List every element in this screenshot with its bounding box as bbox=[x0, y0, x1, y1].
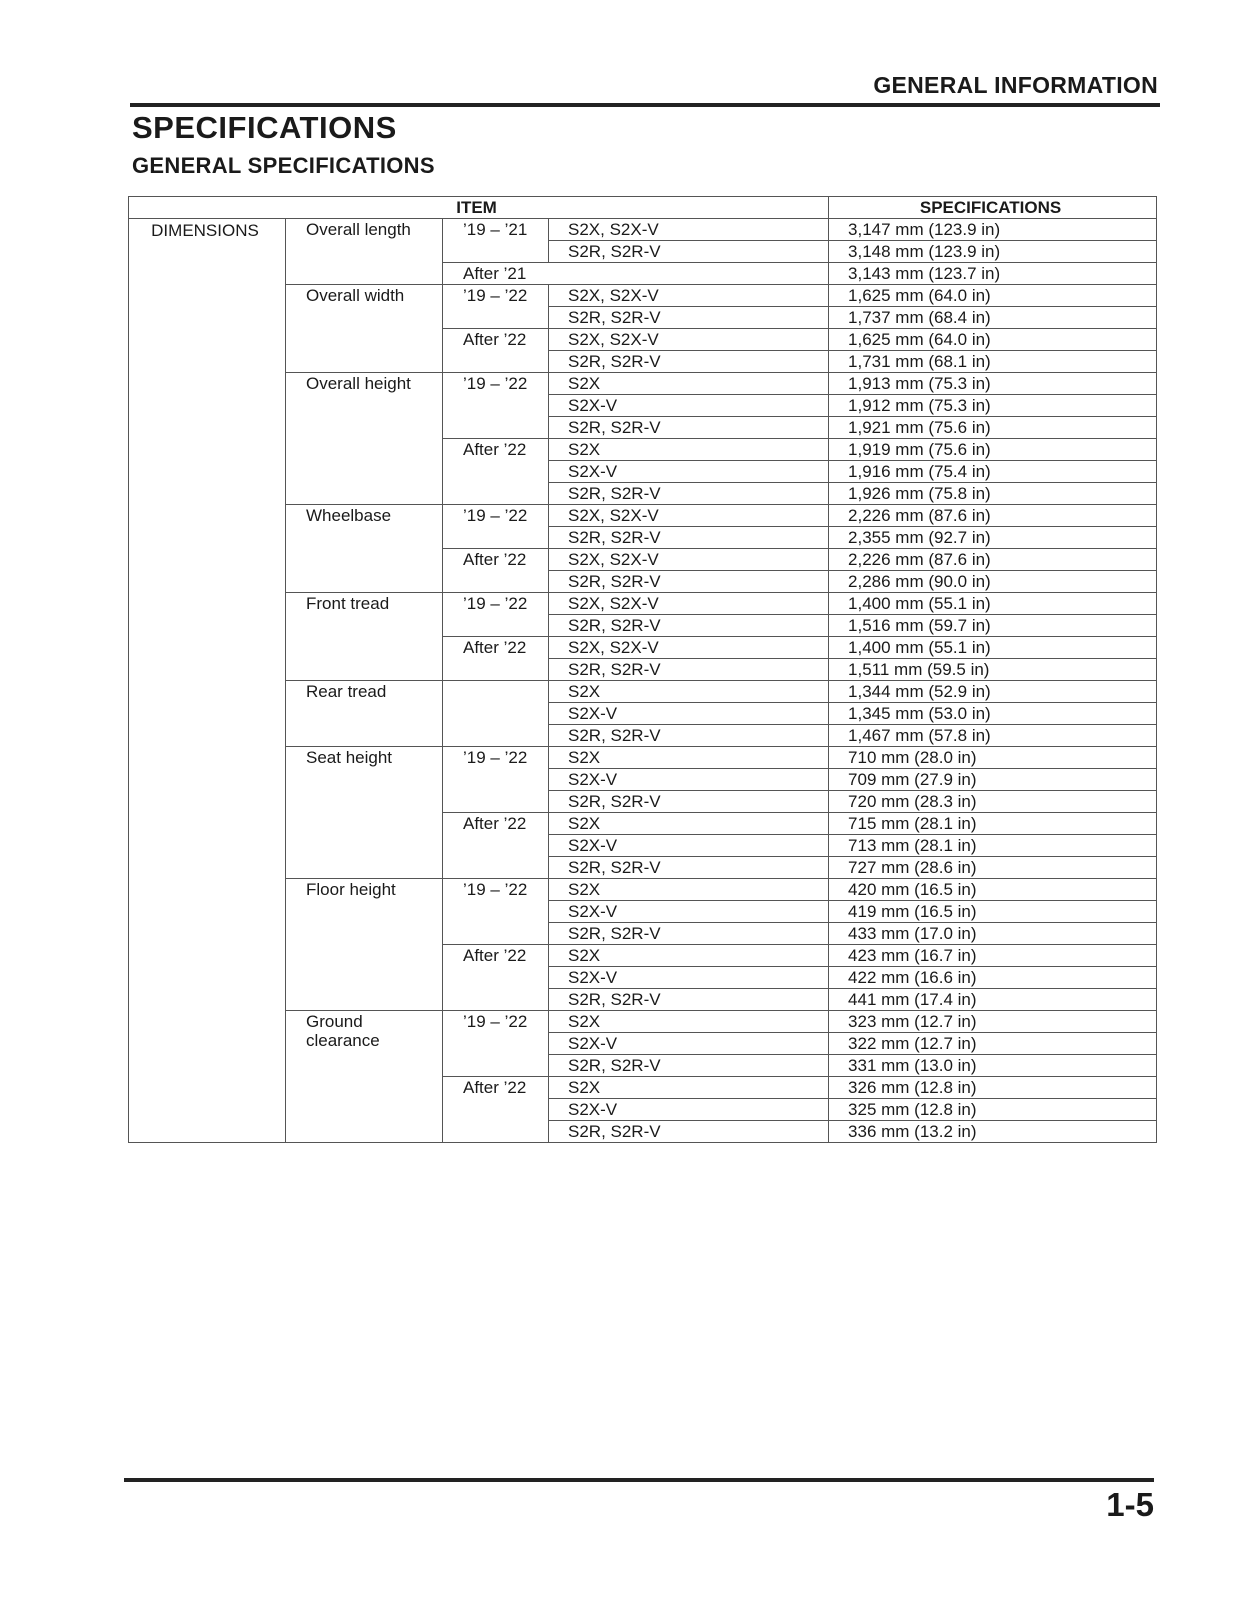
value-cell: 1,400 mm (55.1 in) bbox=[829, 593, 1157, 615]
bottom-divider bbox=[124, 1478, 1154, 1482]
value-cell: 419 mm (16.5 in) bbox=[829, 901, 1157, 923]
period-cell: ’19 – ’22 bbox=[443, 373, 549, 439]
value-cell: 2,226 mm (87.6 in) bbox=[829, 505, 1157, 527]
value-cell: 3,143 mm (123.7 in) bbox=[829, 263, 1157, 285]
item-cell: Rear tread bbox=[286, 681, 443, 747]
model-cell: S2X, S2X-V bbox=[549, 549, 829, 571]
section-header: GENERAL INFORMATION bbox=[873, 72, 1158, 98]
value-cell: 710 mm (28.0 in) bbox=[829, 747, 1157, 769]
model-cell: S2R, S2R-V bbox=[549, 989, 829, 1011]
value-cell: 1,625 mm (64.0 in) bbox=[829, 285, 1157, 307]
item-cell: Overall width bbox=[286, 285, 443, 373]
page-number: 1-5 bbox=[1106, 1486, 1154, 1523]
model-cell: S2R, S2R-V bbox=[549, 1121, 829, 1143]
model-cell: S2X bbox=[549, 879, 829, 901]
model-cell: S2R, S2R-V bbox=[549, 417, 829, 439]
value-cell: 1,345 mm (53.0 in) bbox=[829, 703, 1157, 725]
value-cell: 423 mm (16.7 in) bbox=[829, 945, 1157, 967]
period-cell: After ’22 bbox=[443, 439, 549, 505]
value-cell: 713 mm (28.1 in) bbox=[829, 835, 1157, 857]
value-cell: 422 mm (16.6 in) bbox=[829, 967, 1157, 989]
model-cell: S2X bbox=[549, 373, 829, 395]
period-cell: ’19 – ’21 bbox=[443, 219, 549, 263]
value-cell: 1,511 mm (59.5 in) bbox=[829, 659, 1157, 681]
model-cell: S2R, S2R-V bbox=[549, 241, 829, 263]
value-cell: 323 mm (12.7 in) bbox=[829, 1011, 1157, 1033]
value-cell: 331 mm (13.0 in) bbox=[829, 1055, 1157, 1077]
period-cell: After ’22 bbox=[443, 813, 549, 879]
model-cell: S2X, S2X-V bbox=[549, 505, 829, 527]
value-cell: 1,400 mm (55.1 in) bbox=[829, 637, 1157, 659]
period-cell: After ’22 bbox=[443, 329, 549, 373]
value-cell: 1,926 mm (75.8 in) bbox=[829, 483, 1157, 505]
model-cell: S2R, S2R-V bbox=[549, 483, 829, 505]
model-cell: S2X bbox=[549, 813, 829, 835]
model-cell: S2R, S2R-V bbox=[549, 351, 829, 373]
item-cell: Floor height bbox=[286, 879, 443, 1011]
table-header-row bbox=[129, 197, 1157, 219]
model-cell: S2X, S2X-V bbox=[549, 219, 829, 241]
model-cell: S2X bbox=[549, 1077, 829, 1099]
value-cell: 1,625 mm (64.0 in) bbox=[829, 329, 1157, 351]
value-cell: 709 mm (27.9 in) bbox=[829, 769, 1157, 791]
model-cell: S2X-V bbox=[549, 703, 829, 725]
value-cell: 433 mm (17.0 in) bbox=[829, 923, 1157, 945]
value-cell: 715 mm (28.1 in) bbox=[829, 813, 1157, 835]
model-cell: S2R, S2R-V bbox=[549, 1055, 829, 1077]
item-cell: Wheelbase bbox=[286, 505, 443, 593]
value-cell: 441 mm (17.4 in) bbox=[829, 989, 1157, 1011]
model-cell: S2X-V bbox=[549, 395, 829, 417]
value-cell: 326 mm (12.8 in) bbox=[829, 1077, 1157, 1099]
category-cell: DIMENSIONS bbox=[129, 219, 286, 1143]
model-cell: S2R, S2R-V bbox=[549, 571, 829, 593]
item-cell: Overall height bbox=[286, 373, 443, 505]
period-cell: After ’22 bbox=[443, 637, 549, 681]
value-cell: 325 mm (12.8 in) bbox=[829, 1099, 1157, 1121]
value-cell: 1,912 mm (75.3 in) bbox=[829, 395, 1157, 417]
model-cell: S2X, S2X-V bbox=[549, 329, 829, 351]
item-cell: Front tread bbox=[286, 593, 443, 681]
item-column-header: ITEM bbox=[129, 197, 829, 219]
value-cell: 322 mm (12.7 in) bbox=[829, 1033, 1157, 1055]
value-cell: 727 mm (28.6 in) bbox=[829, 857, 1157, 879]
period-cell: After ’21 bbox=[443, 263, 829, 285]
model-cell: S2X-V bbox=[549, 461, 829, 483]
table-row bbox=[129, 219, 1157, 241]
model-cell: S2X-V bbox=[549, 901, 829, 923]
value-cell: 720 mm (28.3 in) bbox=[829, 791, 1157, 813]
value-cell: 1,731 mm (68.1 in) bbox=[829, 351, 1157, 373]
model-cell: S2X-V bbox=[549, 835, 829, 857]
period-cell: ’19 – ’22 bbox=[443, 593, 549, 637]
value-cell: 1,516 mm (59.7 in) bbox=[829, 615, 1157, 637]
model-cell: S2X bbox=[549, 681, 829, 703]
value-cell: 2,355 mm (92.7 in) bbox=[829, 527, 1157, 549]
period-cell: After ’22 bbox=[443, 1077, 549, 1143]
value-cell: 3,148 mm (123.9 in) bbox=[829, 241, 1157, 263]
model-cell: S2X bbox=[549, 1011, 829, 1033]
value-cell: 3,147 mm (123.9 in) bbox=[829, 219, 1157, 241]
period-cell: ’19 – ’22 bbox=[443, 747, 549, 813]
model-cell: S2R, S2R-V bbox=[549, 725, 829, 747]
value-cell: 1,921 mm (75.6 in) bbox=[829, 417, 1157, 439]
model-cell: S2X bbox=[549, 439, 829, 461]
model-cell: S2R, S2R-V bbox=[549, 791, 829, 813]
value-cell: 420 mm (16.5 in) bbox=[829, 879, 1157, 901]
value-cell: 1,913 mm (75.3 in) bbox=[829, 373, 1157, 395]
model-cell: S2R, S2R-V bbox=[549, 527, 829, 549]
page-subtitle: GENERAL SPECIFICATIONS bbox=[132, 153, 435, 178]
item-cell: Ground clearance bbox=[286, 1011, 443, 1143]
model-cell: S2X bbox=[549, 945, 829, 967]
value-cell: 1,916 mm (75.4 in) bbox=[829, 461, 1157, 483]
model-cell: S2X, S2X-V bbox=[549, 593, 829, 615]
spec-column-header: SPECIFICATIONS bbox=[829, 197, 1157, 219]
model-cell: S2R, S2R-V bbox=[549, 857, 829, 879]
value-cell: 2,286 mm (90.0 in) bbox=[829, 571, 1157, 593]
item-cell: Seat height bbox=[286, 747, 443, 879]
model-cell: S2X bbox=[549, 747, 829, 769]
model-cell: S2R, S2R-V bbox=[549, 923, 829, 945]
period-cell: ’19 – ’22 bbox=[443, 879, 549, 945]
model-cell: S2X, S2X-V bbox=[549, 637, 829, 659]
model-cell: S2X-V bbox=[549, 1099, 829, 1121]
top-divider bbox=[130, 103, 1160, 107]
value-cell: 1,737 mm (68.4 in) bbox=[829, 307, 1157, 329]
model-cell: S2R, S2R-V bbox=[549, 659, 829, 681]
value-cell: 1,919 mm (75.6 in) bbox=[829, 439, 1157, 461]
model-cell: S2X-V bbox=[549, 967, 829, 989]
period-cell: ’19 – ’22 bbox=[443, 285, 549, 329]
value-cell: 2,226 mm (87.6 in) bbox=[829, 549, 1157, 571]
model-cell: S2X-V bbox=[549, 769, 829, 791]
period-cell: After ’22 bbox=[443, 549, 549, 593]
period-cell: After ’22 bbox=[443, 945, 549, 1011]
page-title: SPECIFICATIONS bbox=[132, 110, 397, 145]
period-cell bbox=[443, 681, 549, 747]
item-cell: Overall length bbox=[286, 219, 443, 285]
value-cell: 1,467 mm (57.8 in) bbox=[829, 725, 1157, 747]
model-cell: S2X-V bbox=[549, 1033, 829, 1055]
period-cell: ’19 – ’22 bbox=[443, 1011, 549, 1077]
model-cell: S2R, S2R-V bbox=[549, 615, 829, 637]
value-cell: 1,344 mm (52.9 in) bbox=[829, 681, 1157, 703]
model-cell: S2X, S2X-V bbox=[549, 285, 829, 307]
value-cell: 336 mm (13.2 in) bbox=[829, 1121, 1157, 1143]
period-cell: ’19 – ’22 bbox=[443, 505, 549, 549]
specifications-table bbox=[128, 196, 1157, 1143]
model-cell: S2R, S2R-V bbox=[549, 307, 829, 329]
